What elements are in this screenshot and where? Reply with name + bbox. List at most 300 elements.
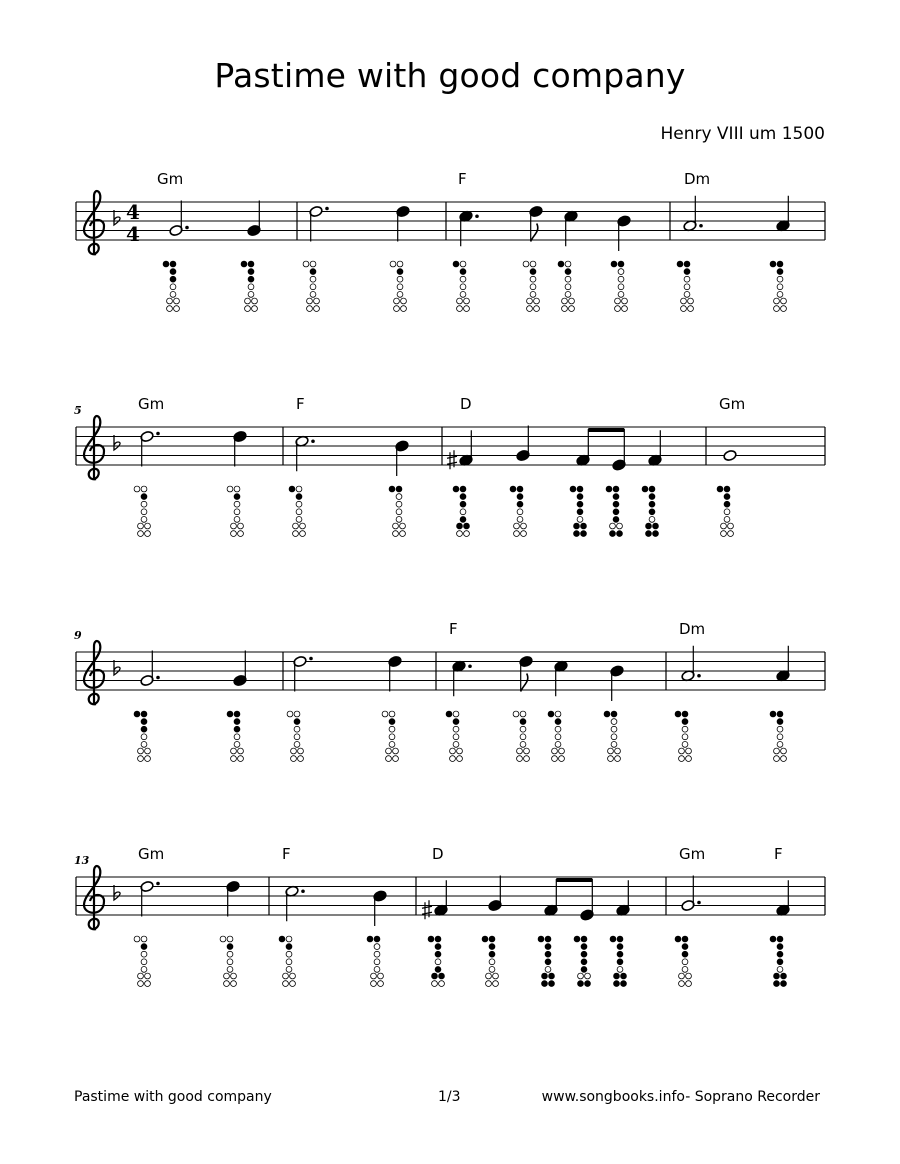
double-hole-icon	[378, 981, 384, 987]
finger-hole-icon	[581, 959, 587, 965]
finger-hole-icon	[777, 944, 783, 950]
thumb-hole-icon	[717, 486, 723, 492]
double-hole-icon	[774, 748, 780, 754]
finger-hole-icon	[617, 967, 623, 973]
double-hole-icon	[457, 306, 463, 312]
double-hole-icon	[283, 973, 289, 979]
staff-svg	[0, 610, 900, 835]
double-hole-icon	[167, 298, 173, 304]
double-hole-icon	[524, 748, 530, 754]
note	[681, 876, 701, 912]
dot	[156, 882, 160, 886]
double-hole-icon	[610, 523, 616, 529]
finger-hole-icon	[682, 742, 688, 748]
finger-hole-icon	[389, 719, 395, 725]
finger-hole-icon	[613, 517, 619, 523]
finger-hole-icon	[397, 276, 403, 282]
double-hole-icon	[439, 973, 445, 979]
finger-hole-icon	[611, 734, 617, 740]
note	[617, 215, 631, 251]
finger-hole-icon	[611, 726, 617, 732]
finger-hole-icon	[577, 501, 583, 507]
measure-number: 9	[74, 629, 82, 642]
finger-hole-icon	[649, 486, 655, 492]
note	[293, 655, 313, 691]
finger-hole-icon	[286, 959, 292, 965]
double-hole-icon	[615, 756, 621, 762]
finger-hole-icon	[141, 719, 147, 725]
finger-hole-icon	[141, 936, 147, 942]
footer-site[interactable]: www.songbooks.info- Soprano Recorder	[541, 1089, 820, 1105]
thumb-hole-icon	[606, 486, 612, 492]
double-hole-icon	[521, 531, 527, 537]
thumb-hole-icon	[134, 936, 140, 942]
thumb-hole-icon	[548, 711, 554, 717]
double-hole-icon	[514, 531, 520, 537]
finger-hole-icon	[565, 261, 571, 267]
finger-hole-icon	[530, 292, 536, 298]
thumb-hole-icon	[390, 261, 396, 267]
finger-hole-icon	[684, 292, 690, 298]
finger-hole-icon	[170, 284, 176, 290]
treble-clef-icon	[84, 191, 104, 254]
staff-svg	[0, 385, 900, 610]
double-hole-icon	[610, 531, 616, 537]
double-hole-icon	[527, 298, 533, 304]
music-system-1	[0, 160, 900, 385]
recorder-fingering-diagram	[770, 261, 786, 311]
finger-hole-icon	[396, 486, 402, 492]
dot	[156, 432, 160, 436]
finger-hole-icon	[777, 726, 783, 732]
finger-hole-icon	[397, 284, 403, 290]
double-hole-icon	[238, 531, 244, 537]
finger-hole-icon	[682, 967, 688, 973]
chord-symbol: Gm	[138, 395, 165, 413]
recorder-fingering-diagram	[453, 261, 469, 311]
double-hole-icon	[307, 298, 313, 304]
finger-hole-icon	[294, 711, 300, 717]
thumb-hole-icon	[287, 711, 293, 717]
double-hole-icon	[524, 756, 530, 762]
recorder-fingering-diagram	[289, 486, 305, 536]
double-hole-icon	[145, 981, 151, 987]
finger-hole-icon	[777, 292, 783, 298]
finger-hole-icon	[141, 501, 147, 507]
double-hole-icon	[450, 756, 456, 762]
thumb-hole-icon	[770, 261, 776, 267]
finger-hole-icon	[581, 944, 587, 950]
finger-hole-icon	[682, 726, 688, 732]
finger-hole-icon	[310, 284, 316, 290]
finger-hole-icon	[777, 951, 783, 957]
finger-hole-icon	[310, 269, 316, 275]
double-hole-icon	[174, 306, 180, 312]
chord-symbol: F	[774, 845, 783, 863]
finger-hole-icon	[613, 501, 619, 507]
finger-hole-icon	[777, 269, 783, 275]
recorder-fingering-diagram	[513, 711, 529, 761]
double-hole-icon	[394, 298, 400, 304]
finger-hole-icon	[453, 734, 459, 740]
finger-hole-icon	[520, 719, 526, 725]
note	[285, 885, 305, 921]
finger-hole-icon	[460, 269, 466, 275]
finger-hole-icon	[460, 284, 466, 290]
dot	[309, 657, 313, 661]
note	[519, 655, 533, 691]
note	[459, 210, 479, 246]
finger-hole-icon	[545, 951, 551, 957]
notehead	[723, 449, 737, 461]
note	[388, 655, 402, 691]
double-hole-icon	[252, 298, 258, 304]
double-hole-icon	[774, 298, 780, 304]
thumb-hole-icon	[611, 261, 617, 267]
double-hole-icon	[615, 306, 621, 312]
thumb-hole-icon	[227, 711, 233, 717]
finger-hole-icon	[520, 734, 526, 740]
finger-hole-icon	[649, 501, 655, 507]
dot	[311, 439, 315, 443]
finger-hole-icon	[234, 501, 240, 507]
thumb-hole-icon	[770, 936, 776, 942]
finger-hole-icon	[227, 951, 233, 957]
double-hole-icon	[781, 756, 787, 762]
double-hole-icon	[486, 973, 492, 979]
double-hole-icon	[574, 523, 580, 529]
note	[776, 646, 790, 682]
recorder-fingering-diagram	[548, 711, 564, 761]
recorder-fingering-diagram	[227, 486, 243, 536]
double-hole-icon	[231, 748, 237, 754]
double-hole-icon	[400, 531, 406, 537]
finger-hole-icon	[397, 292, 403, 298]
double-hole-icon	[534, 306, 540, 312]
note	[554, 660, 568, 696]
finger-hole-icon	[460, 292, 466, 298]
note	[723, 449, 737, 461]
finger-hole-icon	[435, 944, 441, 950]
thumb-hole-icon	[446, 711, 452, 717]
treble-clef-icon	[84, 641, 104, 704]
double-hole-icon	[457, 523, 463, 529]
finger-hole-icon	[530, 261, 536, 267]
double-hole-icon	[231, 973, 237, 979]
finger-hole-icon	[227, 944, 233, 950]
finger-hole-icon	[555, 719, 561, 725]
finger-hole-icon	[517, 517, 523, 523]
double-hole-icon	[393, 756, 399, 762]
note	[226, 880, 240, 916]
finger-hole-icon	[460, 494, 466, 500]
finger-hole-icon	[435, 936, 441, 942]
recorder-fingering-diagram	[606, 486, 622, 536]
finger-hole-icon	[649, 517, 655, 523]
double-hole-icon	[621, 973, 627, 979]
thumb-hole-icon	[227, 486, 233, 492]
finger-hole-icon	[234, 494, 240, 500]
finger-hole-icon	[170, 292, 176, 298]
measure-number: 13	[74, 854, 90, 867]
recorder-fingering-diagram	[428, 936, 444, 986]
flat-icon	[114, 885, 120, 900]
finger-hole-icon	[234, 719, 240, 725]
recorder-fingering-diagram	[611, 261, 627, 311]
finger-hole-icon	[374, 944, 380, 950]
double-hole-icon	[293, 523, 299, 529]
double-hole-icon	[401, 306, 407, 312]
double-hole-icon	[534, 298, 540, 304]
double-hole-icon	[439, 981, 445, 987]
music-system-3	[0, 610, 900, 835]
finger-hole-icon	[397, 269, 403, 275]
finger-hole-icon	[611, 719, 617, 725]
finger-hole-icon	[396, 494, 402, 500]
recorder-fingering-diagram	[163, 261, 179, 311]
finger-hole-icon	[294, 726, 300, 732]
double-hole-icon	[621, 981, 627, 987]
chord-symbol: F	[458, 170, 467, 188]
finger-hole-icon	[649, 509, 655, 515]
double-hole-icon	[774, 306, 780, 312]
double-hole-icon	[231, 756, 237, 762]
double-hole-icon	[679, 748, 685, 754]
recorder-fingering-diagram	[610, 936, 626, 986]
double-hole-icon	[542, 973, 548, 979]
thumb-hole-icon	[279, 936, 285, 942]
double-hole-icon	[615, 748, 621, 754]
finger-hole-icon	[396, 501, 402, 507]
thumb-hole-icon	[770, 711, 776, 717]
finger-hole-icon	[581, 936, 587, 942]
double-hole-icon	[138, 523, 144, 529]
finger-hole-icon	[234, 742, 240, 748]
finger-hole-icon	[545, 967, 551, 973]
finger-hole-icon	[489, 951, 495, 957]
finger-hole-icon	[555, 726, 561, 732]
double-hole-icon	[615, 298, 621, 304]
finger-hole-icon	[545, 944, 551, 950]
double-hole-icon	[581, 531, 587, 537]
finger-hole-icon	[460, 509, 466, 515]
double-hole-icon	[378, 973, 384, 979]
dot	[697, 674, 701, 678]
double-hole-icon	[614, 973, 620, 979]
finger-hole-icon	[294, 719, 300, 725]
double-hole-icon	[562, 306, 568, 312]
finger-hole-icon	[724, 494, 730, 500]
staff-svg	[0, 160, 900, 385]
double-hole-icon	[559, 748, 565, 754]
recorder-fingering-diagram	[510, 486, 526, 536]
chord-symbol: Dm	[679, 620, 706, 638]
finger-hole-icon	[517, 509, 523, 515]
double-hole-icon	[552, 748, 558, 754]
dot	[697, 901, 701, 905]
note	[681, 646, 701, 682]
thumb-hole-icon	[220, 936, 226, 942]
double-hole-icon	[238, 748, 244, 754]
thumb-hole-icon	[675, 936, 681, 942]
finger-hole-icon	[248, 284, 254, 290]
finger-hole-icon	[396, 509, 402, 515]
finger-hole-icon	[435, 967, 441, 973]
double-hole-icon	[622, 306, 628, 312]
sharp-icon	[447, 450, 457, 469]
treble-clef-icon	[84, 416, 104, 479]
double-hole-icon	[608, 748, 614, 754]
finger-hole-icon	[520, 711, 526, 717]
double-hole-icon	[517, 756, 523, 762]
double-hole-icon	[559, 756, 565, 762]
thumb-hole-icon	[303, 261, 309, 267]
note-flag	[521, 674, 528, 692]
finger-hole-icon	[530, 269, 536, 275]
double-hole-icon	[781, 298, 787, 304]
music-system-4	[0, 835, 900, 1060]
flat-icon	[114, 435, 120, 450]
double-hole-icon	[774, 973, 780, 979]
finger-hole-icon	[141, 967, 147, 973]
note	[452, 660, 472, 696]
finger-hole-icon	[234, 734, 240, 740]
chord-symbol: Dm	[684, 170, 711, 188]
double-hole-icon	[646, 523, 652, 529]
note	[140, 651, 160, 687]
finger-hole-icon	[565, 292, 571, 298]
double-hole-icon	[432, 981, 438, 987]
page-number: 1/3	[438, 1089, 461, 1105]
recorder-fingering-diagram	[241, 261, 257, 311]
finger-hole-icon	[613, 494, 619, 500]
double-hole-icon	[549, 981, 555, 987]
finger-hole-icon	[389, 711, 395, 717]
double-hole-icon	[314, 306, 320, 312]
double-hole-icon	[290, 973, 296, 979]
double-hole-icon	[145, 531, 151, 537]
finger-hole-icon	[141, 711, 147, 717]
double-hole-icon	[549, 973, 555, 979]
recorder-fingering-diagram	[134, 486, 150, 536]
thumb-hole-icon	[134, 711, 140, 717]
double-hole-icon	[307, 306, 313, 312]
thumb-hole-icon	[677, 261, 683, 267]
finger-hole-icon	[389, 726, 395, 732]
recorder-fingering-diagram	[717, 486, 733, 536]
finger-hole-icon	[613, 486, 619, 492]
finger-hole-icon	[234, 509, 240, 515]
thumb-hole-icon	[642, 486, 648, 492]
double-hole-icon	[781, 981, 787, 987]
double-hole-icon	[145, 756, 151, 762]
finger-hole-icon	[517, 501, 523, 507]
note	[776, 880, 790, 916]
dot	[185, 226, 189, 230]
flat-icon	[114, 210, 120, 225]
double-hole-icon	[138, 981, 144, 987]
double-hole-icon	[517, 748, 523, 754]
double-hole-icon	[622, 298, 628, 304]
finger-hole-icon	[286, 936, 292, 942]
finger-hole-icon	[248, 269, 254, 275]
thumb-hole-icon	[558, 261, 564, 267]
double-hole-icon	[457, 756, 463, 762]
thumb-hole-icon	[538, 936, 544, 942]
note	[247, 201, 261, 237]
double-hole-icon	[653, 523, 659, 529]
note	[233, 430, 247, 466]
chord-symbol: F	[449, 620, 458, 638]
finger-hole-icon	[234, 726, 240, 732]
finger-hole-icon	[489, 944, 495, 950]
finger-hole-icon	[565, 276, 571, 282]
double-hole-icon	[521, 523, 527, 529]
finger-hole-icon	[296, 494, 302, 500]
double-hole-icon	[527, 306, 533, 312]
staff-svg	[0, 835, 900, 1060]
double-hole-icon	[679, 756, 685, 762]
thumb-hole-icon	[574, 936, 580, 942]
recorder-fingering-diagram	[389, 486, 405, 536]
double-hole-icon	[686, 756, 692, 762]
finger-hole-icon	[286, 944, 292, 950]
finger-hole-icon	[310, 276, 316, 282]
time-signature-top: 4	[126, 200, 140, 224]
note	[395, 440, 409, 476]
chord-symbol: Gm	[719, 395, 746, 413]
recorder-fingering-diagram	[538, 936, 554, 986]
finger-hole-icon	[170, 269, 176, 275]
measure-number: 5	[74, 404, 82, 417]
recorder-fingering-diagram	[134, 711, 150, 761]
double-hole-icon	[653, 531, 659, 537]
finger-hole-icon	[296, 509, 302, 515]
finger-hole-icon	[141, 509, 147, 515]
finger-hole-icon	[611, 742, 617, 748]
finger-hole-icon	[555, 734, 561, 740]
double-hole-icon	[298, 756, 304, 762]
finger-hole-icon	[141, 742, 147, 748]
double-hole-icon	[728, 531, 734, 537]
finger-hole-icon	[234, 517, 240, 523]
finger-hole-icon	[170, 261, 176, 267]
double-hole-icon	[291, 748, 297, 754]
finger-hole-icon	[617, 959, 623, 965]
note	[564, 210, 578, 246]
double-hole-icon	[686, 973, 692, 979]
treble-clef-icon	[84, 866, 104, 929]
finger-hole-icon	[141, 959, 147, 965]
finger-hole-icon	[545, 936, 551, 942]
double-hole-icon	[646, 531, 652, 537]
finger-hole-icon	[296, 501, 302, 507]
double-hole-icon	[679, 973, 685, 979]
thumb-hole-icon	[482, 936, 488, 942]
recorder-fingering-diagram	[390, 261, 406, 311]
chord-symbol: Gm	[138, 845, 165, 863]
recorder-fingering-diagram	[604, 711, 620, 761]
finger-hole-icon	[460, 261, 466, 267]
recorder-fingering-diagram	[677, 261, 693, 311]
flat-icon	[114, 660, 120, 675]
note	[295, 435, 315, 471]
double-hole-icon	[457, 748, 463, 754]
double-hole-icon	[464, 306, 470, 312]
double-hole-icon	[290, 981, 296, 987]
thumb-hole-icon	[134, 486, 140, 492]
sharp-icon	[422, 900, 432, 919]
